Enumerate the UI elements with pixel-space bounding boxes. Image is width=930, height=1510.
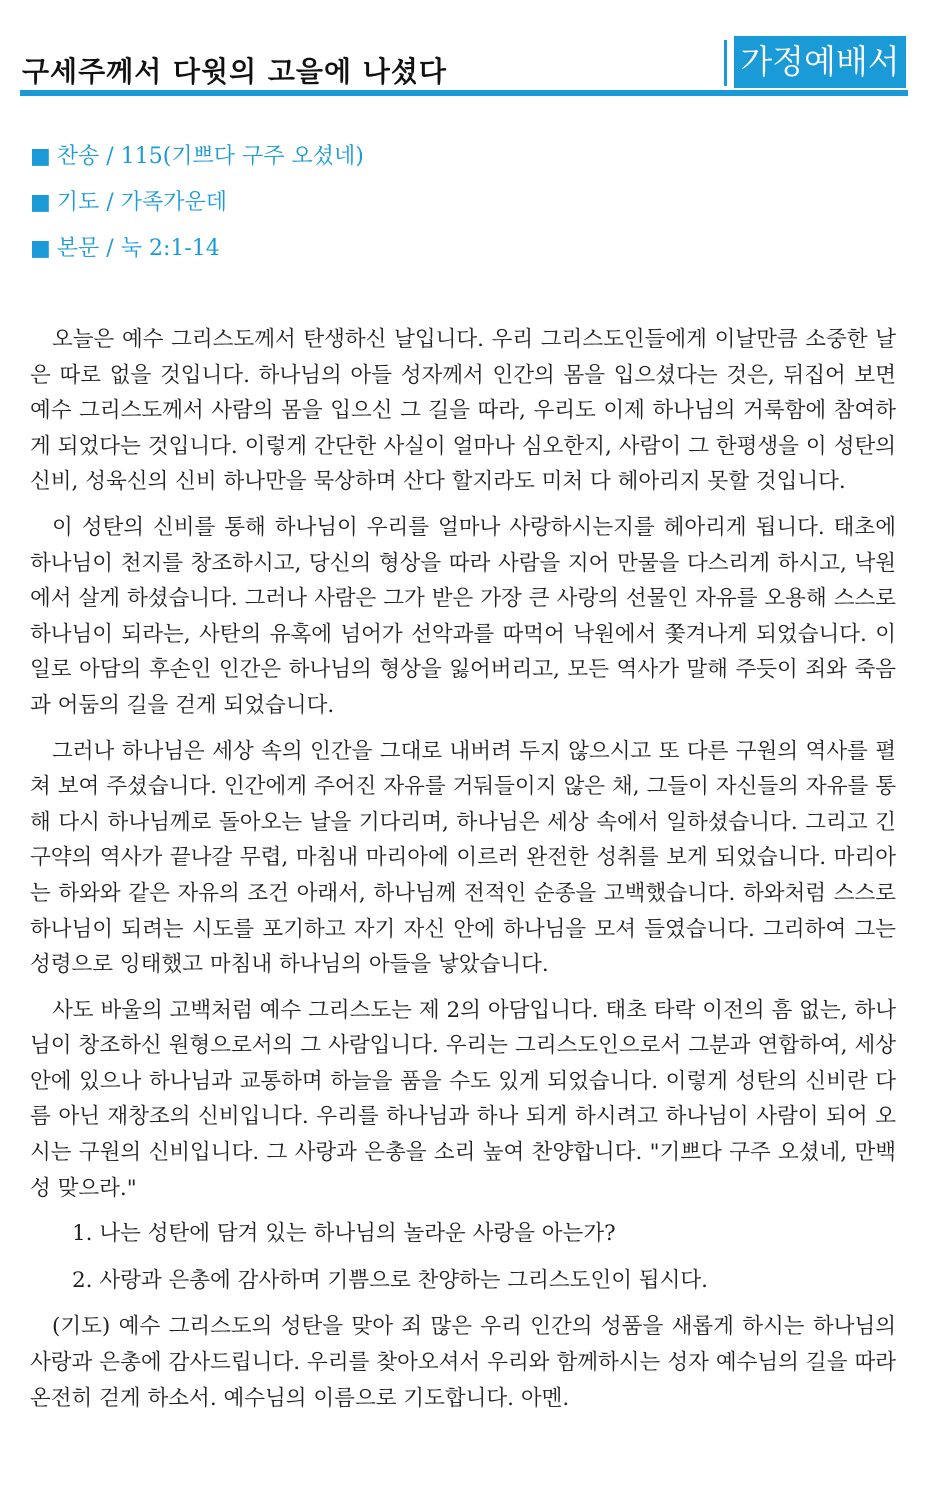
paragraph: 그러나 하나님은 세상 속의 인간을 그대로 내버려 두지 않으시고 또 다른 구원의 역사를 펼쳐 보여 주셨습니다. 인간에게 주어진 자유를 거둬들이지 않은 채, 그들이 자신들의 자유를 통해 다시 하나님께로 돌아오는 날을 기다리며, 하나님은 세상 속에서 일하셨습니다. 그리고 긴 구약의 역사가 끝나갈 무렵, 마침내 마리아에 이르러 완전한 성취를 보게 되었습니다. 마리아는 하와와 같은 자유의 조건 아래서, 하나님께 전적인 순종을 고백했습니다. 하와처럼 스스로 하나님이 되려는 시도를 포기하고 자기 자신 안에 하나님을 모셔 들였습니다. 그리하여 그는 성령으로 잉태했고 마침내 하나님의 아들을 낳았습니다. bbox=[30, 738, 896, 978]
closing-prayer: (기도) 예수 그리스도의 성탄을 맞아 죄 많은 우리 인간의 성품을 새롭게 하시는 하나님의 사랑과 은총에 감사드립니다. 우리를 찾아오셔서 우리와 함께하시는 성자 예수님의 길을 따라 온전히 걷게 하소서. 예수님의 이름으로 기도합니다. 아멘. bbox=[30, 1314, 896, 1411]
prayer-info bbox=[30, 186, 364, 232]
header bbox=[20, 30, 908, 96]
paragraph: 이 성탄의 신비를 통해 하나님이 우리를 얼마나 사랑하시는지를 헤아리게 됩니다. 태초에 하나님이 천지를 창조하시고, 당신의 형상을 따라 사람을 지어 만물을 다스리게 하시고, 낙원에서 살게 하셨습니다. 그러나 사람은 그가 받은 가장 큰 사랑의 선물인 자유를 오용해 스스로 하나님이 되라는, 사탄의 유혹에 넘어가 선악과를 따먹어 낙원에서 쫓겨나게 되었습니다. 이 일로 아담의 후손인 인간은 하나님의 형상을 잃어버리고, 모든 역사가 말해 주듯이 죄와 죽음과 어둠의 길을 걷게 되었습니다. bbox=[30, 514, 896, 718]
worship-info bbox=[30, 140, 364, 278]
paragraph: 사도 바울의 고백처럼 예수 그리스도는 제 2의 아담입니다. 태초 타락 이전의 흠 없는, 하나님이 창조하신 원형으로서의 그 사람입니다. 우리는 그리스도인으로서 그분과 연합하여, 세상 안에 있으나 하나님과 교통하며 하늘을 품을 수도 있게 되었습니다. 이렇게 성탄의 신비란 다름 아닌 재창조의 신비입니다. 우리를 하나님과 하나 되게 하시려고 하나님이 사람이 되어 오시는 구원의 신비입니다. 그 사랑과 은총을 소리 높여 찬양합니다. "기쁘다 구주 오셨네, 만백성 맞으라." bbox=[30, 997, 896, 1201]
header-divider bbox=[724, 40, 727, 86]
reflection-question-1: 1. 나는 성탄에 담겨 있는 하나님의 놀라운 사랑을 아는가? bbox=[72, 1221, 616, 1247]
section-tag: 가정예배서 bbox=[734, 36, 906, 88]
hymn-info bbox=[30, 140, 364, 186]
scripture-info bbox=[30, 232, 364, 278]
scripture-text: 본문 / 눅 2:1-14 bbox=[56, 236, 220, 261]
square-bullet-icon: ■ bbox=[30, 236, 51, 261]
hymn-text: 찬송 / 115(기쁘다 구주 오셨네) bbox=[56, 144, 364, 169]
square-bullet-icon: ■ bbox=[30, 144, 51, 169]
paragraph: 오늘은 예수 그리스도께서 탄생하신 날입니다. 우리 그리스도인들에게 이날만큼 소중한 날은 따로 없을 것입니다. 하나님의 아들 성자께서 인간의 몸을 입으셨다는 것은, 뒤집어 보면 예수 그리스도께서 사람의 몸을 입으신 그 길을 따라, 우리도 이제 하나님의 거룩함에 참여하게 되었다는 것입니다. 이렇게 간단한 사실이 얼마나 심오한지, 사람이 그 한평생을 이 성탄의 신비, 성육신의 신비 하나만을 묵상하며 산다 할지라도 미처 다 헤아리지 못할 것입니다. bbox=[30, 327, 896, 495]
square-bullet-icon: ■ bbox=[30, 190, 51, 215]
page-title: 구세주께서 다윗의 고을에 나셨다 bbox=[22, 55, 447, 88]
header-rule bbox=[20, 90, 908, 96]
reflection-question-2: 2. 사랑과 은총에 감사하며 기쁨으로 찬양하는 그리스도인이 됩시다. bbox=[72, 1267, 708, 1293]
sermon-body bbox=[30, 322, 896, 1426]
prayer-text: 기도 / 가족가운데 bbox=[56, 190, 227, 215]
